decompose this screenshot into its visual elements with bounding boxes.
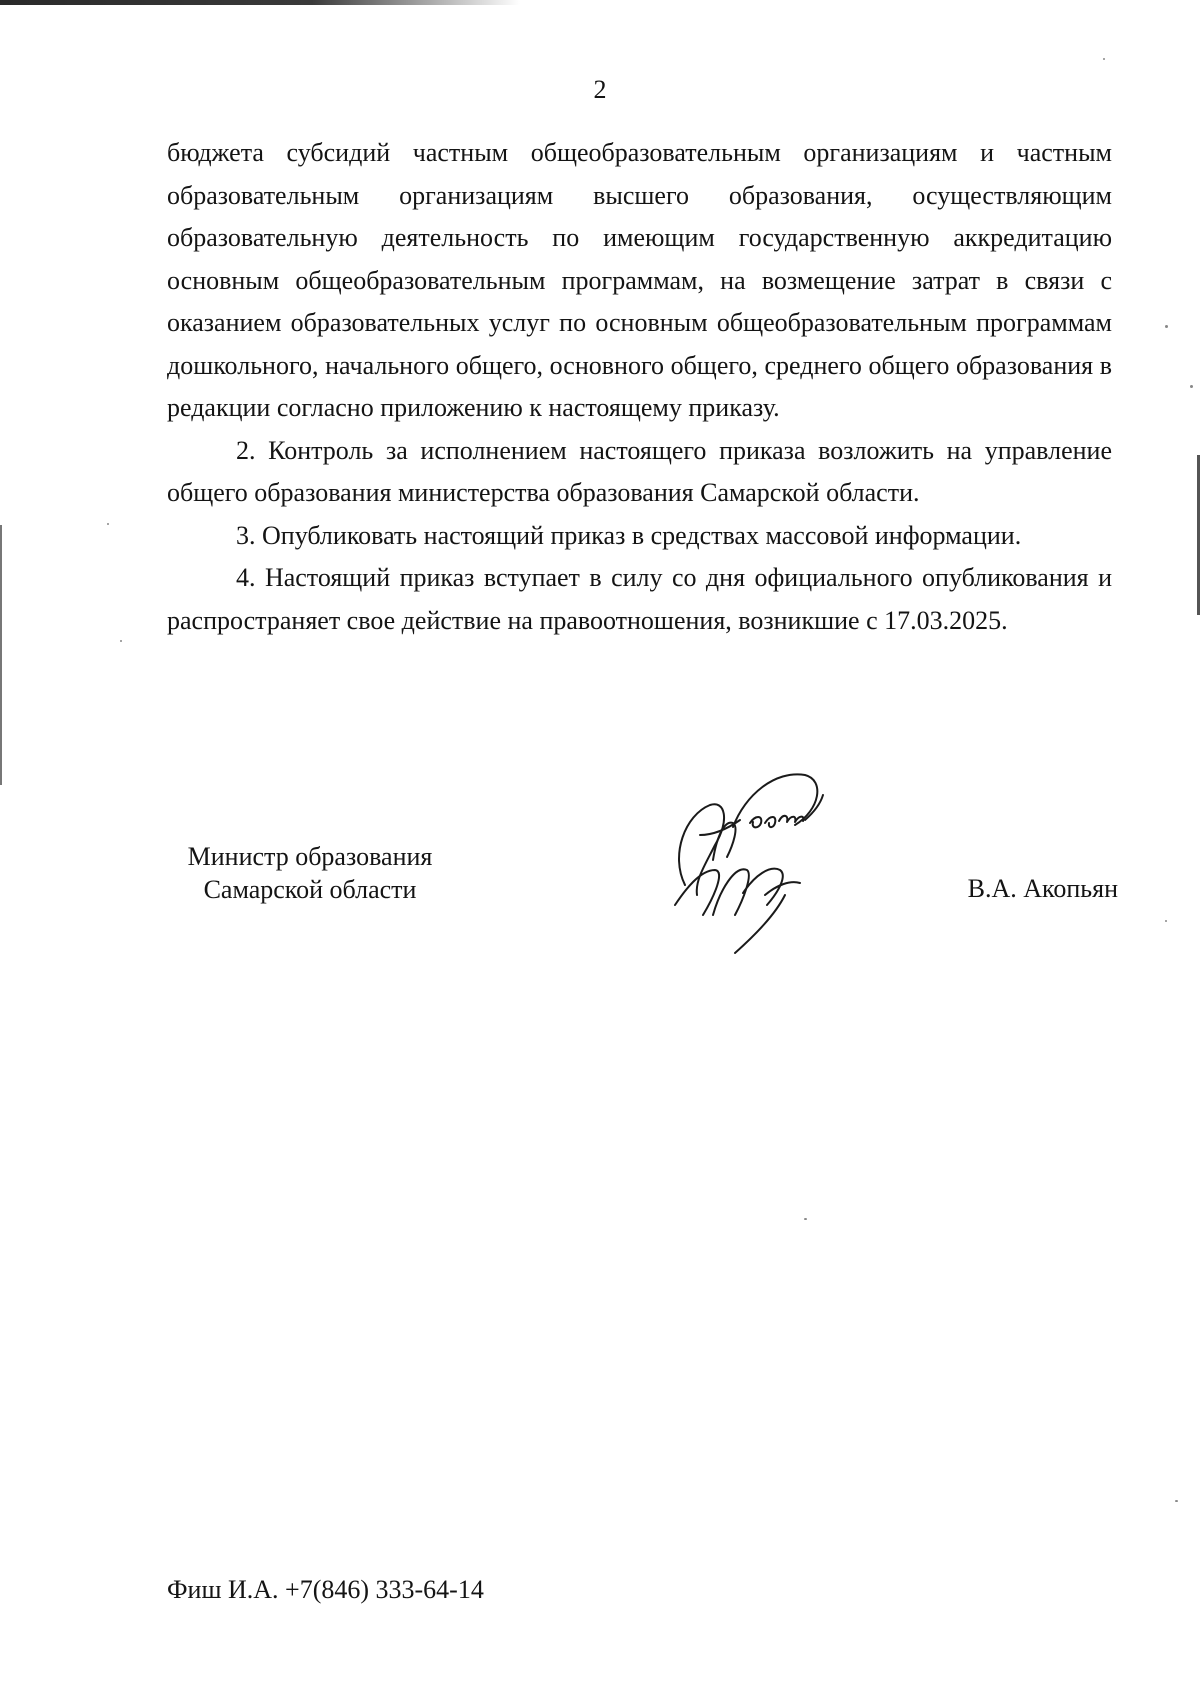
signatory-position-line2: Самарской области [203, 875, 417, 904]
page-number: 2 [593, 75, 607, 104]
handwritten-signature [655, 765, 855, 965]
scan-edge-left [0, 525, 2, 785]
executor-contact: Фиш И.А. +7(846) 333-64-14 [167, 1575, 484, 1604]
signatory-position [150, 840, 470, 906]
paragraph-item-2: 2. Контроль за исполнением настоящего приказа возложить на управление общего образования министерства образования Самарской области. [167, 435, 1112, 507]
signatory-position-line1: Министр образования [187, 842, 433, 871]
signer-name: В.А. Акопьян [967, 874, 1118, 903]
scan-edge-top [0, 0, 520, 5]
scan-speck [1103, 58, 1105, 60]
scan-speck [107, 523, 109, 525]
paragraph-continuation: бюджета субсидий частным общеобразовательным организациям и частным образовательным организациям высшего образования, осуществляющим образовательную деятельность по имеющим государственную аккредитацию основным общеобразовательным программам, на возмещение затрат в связи с оказанием образовательных услуг по основным общеобразовательным программам дошкольного, начального общего, основного общего, среднего общего образования в редакции согласно приложению к настоящему приказу. [167, 138, 1112, 422]
document-body [167, 132, 1112, 642]
paragraph-item-3: 3. Опубликовать настоящий приказ в средствах массовой информации. [236, 520, 1022, 550]
scan-speck [1165, 325, 1168, 328]
scan-speck [120, 640, 122, 642]
scan-speck [1175, 1500, 1178, 1502]
paragraph-item-4: 4. Настоящий приказ вступает в силу со дня официального опубликования и распространяет свое действие на правоотношения, возникшие с 17.03.2025. [167, 563, 1112, 635]
scan-speck [1190, 385, 1193, 388]
scan-speck [804, 1218, 807, 1220]
scan-speck [1165, 920, 1167, 922]
